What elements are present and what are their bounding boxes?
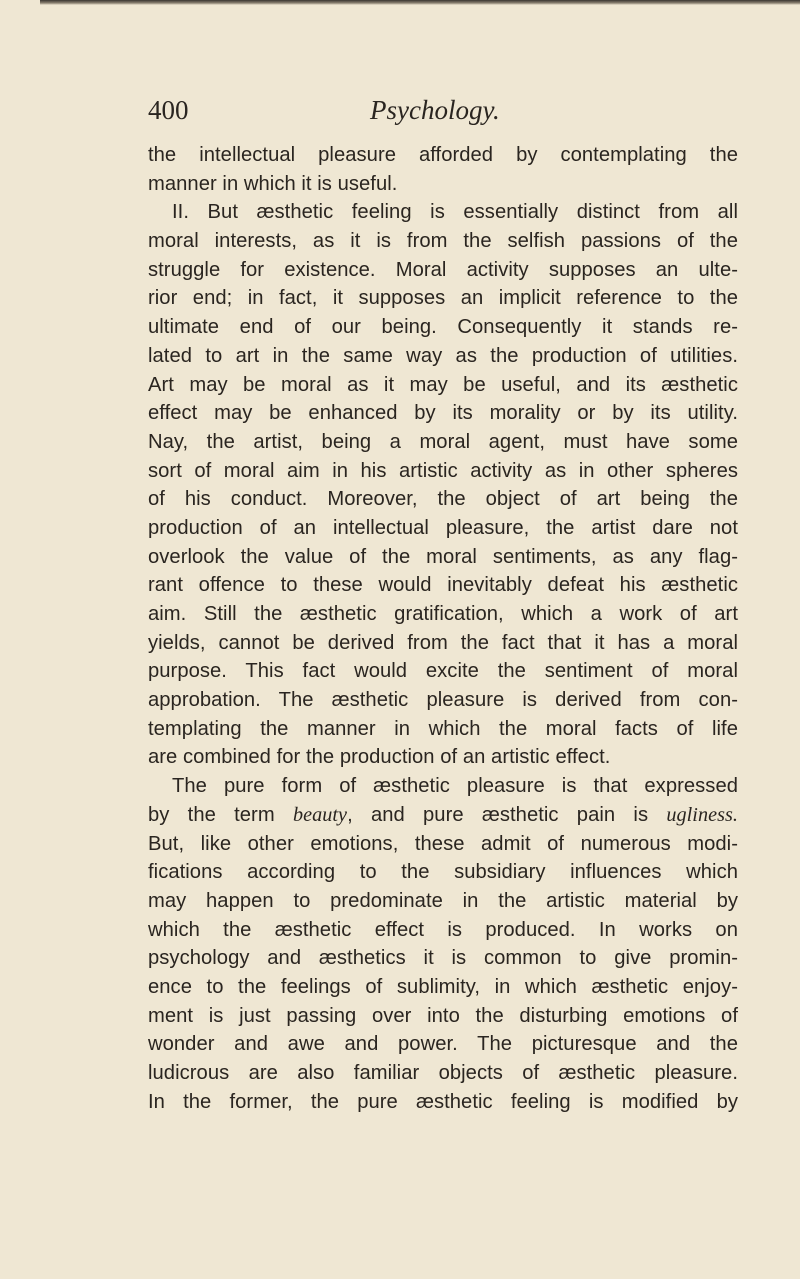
italic-term-beauty: beauty xyxy=(292,803,348,826)
italic-term-ugliness: ugliness. xyxy=(666,803,739,826)
page-header xyxy=(148,90,728,130)
body-text xyxy=(148,141,738,1116)
text-line: the intellectual pleasure afforded by contemplating the xyxy=(148,144,738,166)
text-line: moral interests, as it is from the selfish passions of the xyxy=(148,230,738,253)
text-line: purpose. This fact would excite the sentiment of moral xyxy=(148,660,738,683)
text-line: Art may be moral as it may be useful, and its æsthetic xyxy=(148,373,738,396)
text-line: Nay, the artist, being a moral agent, must have some xyxy=(148,430,738,453)
text-line: psychology and æsthetics it is common to give promin- xyxy=(148,947,738,970)
text-line: may happen to predominate in the artistic material by xyxy=(148,889,738,912)
text-line: ence to the feelings of sublimity, in which æsthetic enjoy- xyxy=(148,975,738,998)
text-line: sort of moral aim in his artistic activity as in other spheres xyxy=(148,459,738,482)
text-line: wonder and awe and power. The picturesque and the xyxy=(148,1033,738,1056)
text-line: rior end; in fact, it supposes an implicit reference to the xyxy=(148,287,738,310)
page-number: 400 xyxy=(148,95,189,125)
text-line: production of an intellectual pleasure, the artist dare not xyxy=(148,516,738,539)
running-title: Psychology. xyxy=(370,95,500,125)
text-line: ultimate end of our being. Consequently it stands re- xyxy=(148,316,738,339)
text-line: lated to art in the same way as the production of utilities. xyxy=(148,344,738,367)
text-line: aim. Still the æsthetic gratification, which a work of art xyxy=(148,603,738,625)
text-line: manner in which it is useful. xyxy=(148,172,398,195)
text-line: struggle for existence. Moral activity supposes an ulte- xyxy=(148,258,738,281)
text-line: ludicrous are also familiar objects of æsthetic pleasure. xyxy=(148,1062,738,1084)
text-line: ment is just passing over into the disturbing emotions of xyxy=(148,1004,738,1027)
text-line: effect may be enhanced by its morality or by its utility. xyxy=(148,402,738,425)
text-line: But, like other emotions, these admit of numerous modi- xyxy=(148,832,738,855)
text-line: II. But æsthetic feeling is essentially distinct from all xyxy=(172,201,738,224)
text-segment: , and pure æsthetic pain is xyxy=(347,803,667,826)
text-line: which the æsthetic effect is produced. In works on xyxy=(148,918,738,941)
text-line: yields, cannot be derived from the fact that it has a moral xyxy=(148,631,738,654)
text-line: In the former, the pure æsthetic feeling is modified by xyxy=(148,1090,738,1113)
text-segment: by the term xyxy=(148,803,293,826)
text-line: overlook the value of the moral sentiments, as any flag- xyxy=(148,545,738,568)
top-edge-rule xyxy=(40,0,800,5)
text-line: approbation. The æsthetic pleasure is derived from con- xyxy=(148,689,738,712)
text-line: of his conduct. Moreover, the object of art being the xyxy=(148,488,738,511)
text-line: are combined for the production of an artistic effect. xyxy=(148,746,611,769)
text-line: templating the manner in which the moral facts of life xyxy=(148,717,738,740)
text-line: rant offence to these would inevitably defeat his æsthetic xyxy=(148,574,738,597)
text-line-with-italics xyxy=(148,801,738,830)
text-line: The pure form of æsthetic pleasure is that expressed xyxy=(172,775,738,798)
text-line: fications according to the subsidiary influences which xyxy=(148,861,738,884)
